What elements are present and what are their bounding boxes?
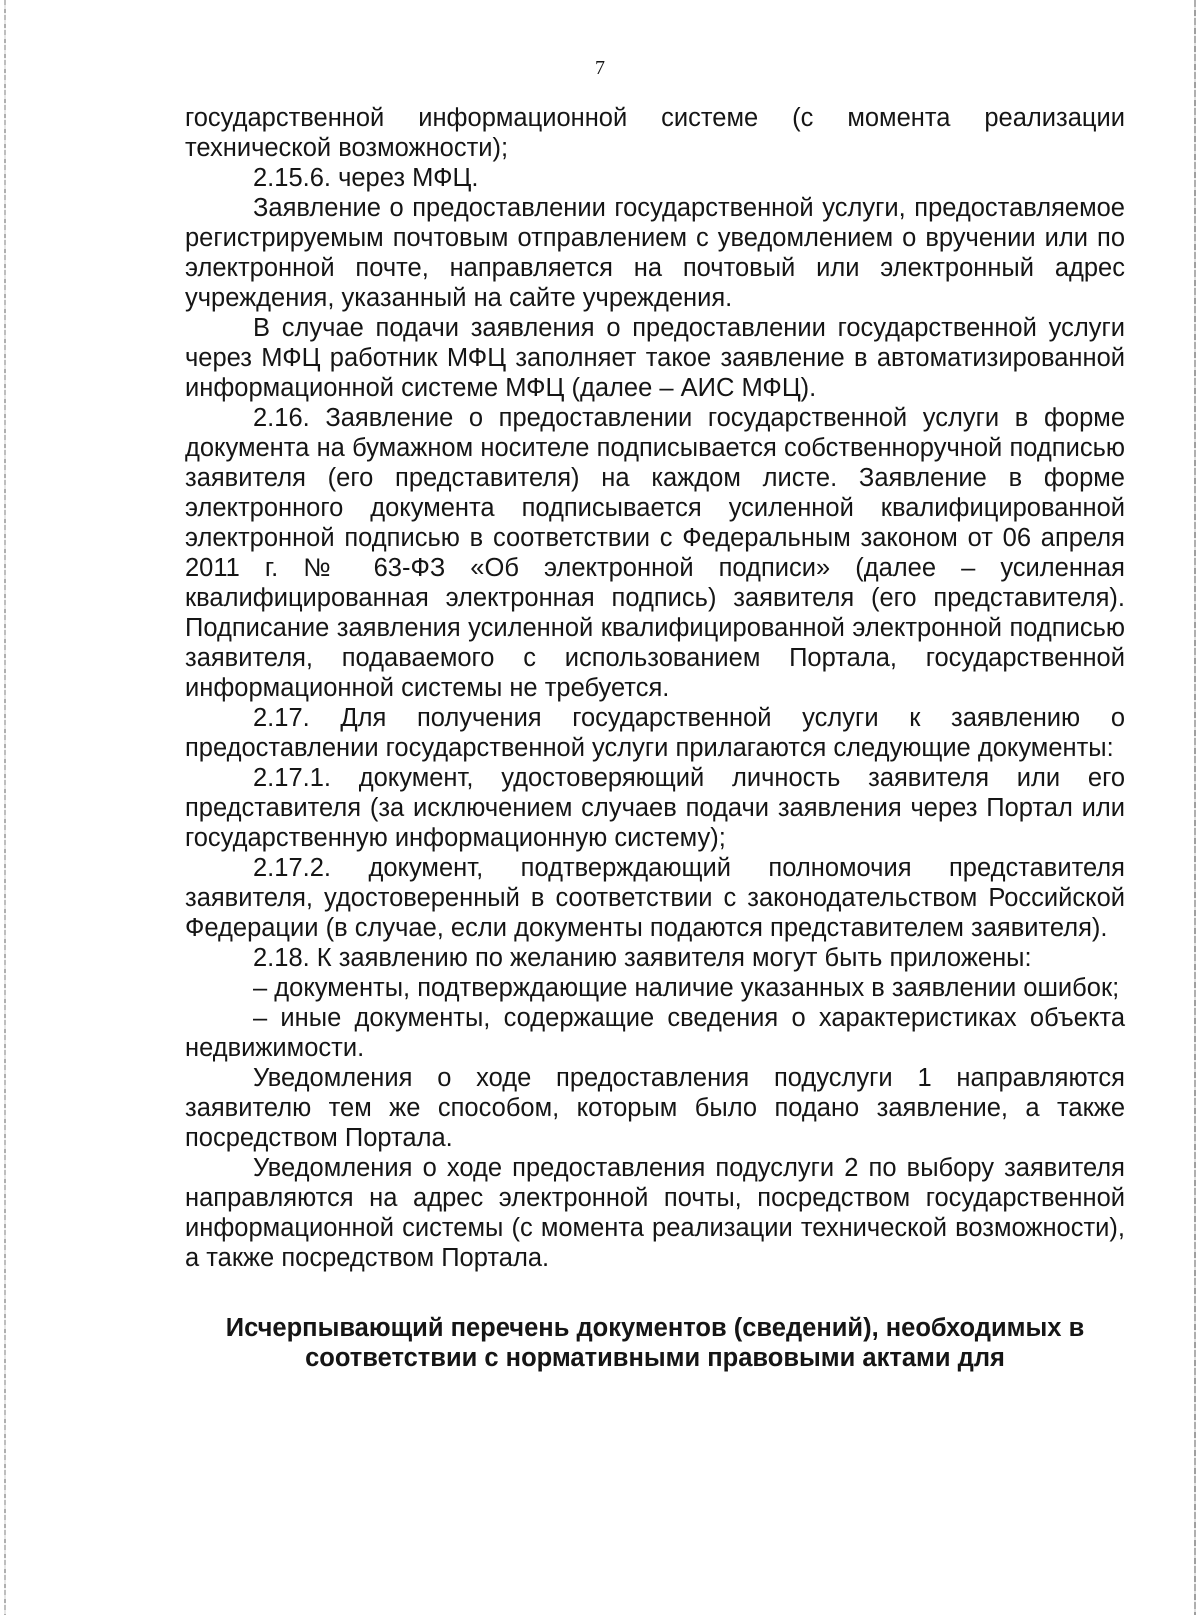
section-heading: Исчерпывающий перечень документов (сведений), необходимых в соответствии с нормативными правовыми актами для bbox=[225, 1314, 1085, 1372]
document-body bbox=[185, 103, 1125, 1373]
paragraph-continuation: государственной информационной системе (с момента реализации технической возможности); bbox=[185, 104, 1125, 162]
paragraph-2-18: 2.18. К заявлению по желанию заявителя могут быть приложены: bbox=[253, 944, 1032, 972]
paragraph-2-17-1: 2.17.1. документ, удостоверяющий личность заявителя или его представителя (за исключением случаев подачи заявления через Портал или государственную информационную систему); bbox=[185, 764, 1125, 852]
paragraph-2-17: 2.17. Для получения государственной услуги к заявлению о предоставлении государственной услуги прилагаются следующие документы: bbox=[185, 704, 1125, 762]
scan-edge-left bbox=[4, 0, 6, 1615]
list-item-errors: – документы, подтверждающие наличие указанных в заявлении ошибок; bbox=[253, 974, 1120, 1002]
paragraph-mail-submission: Заявление о предоставлении государственной услуги, предоставляемое регистрируемым почтовым отправлением с уведомлением о вручении или по электронной почте, направляется на почтовый или электронный адрес учреждения, указанный на сайте учреждения. bbox=[185, 194, 1125, 312]
list-item-other-documents: – иные документы, содержащие сведения о характеристиках объекта недвижимости. bbox=[185, 1004, 1125, 1062]
paragraph-notifications-1: Уведомления о ходе предоставления подуслуги 1 направляются заявителю тем же способом, которым было подано заявление, а также посредством Портала. bbox=[185, 1064, 1125, 1152]
paragraph-mfc-submission: В случае подачи заявления о предоставлении государственной услуги через МФЦ работник МФЦ заполняет такое заявление в автоматизированной информационной системе МФЦ (далее – АИС МФЦ). bbox=[185, 314, 1125, 402]
paragraph-2-15-6: 2.15.6. через МФЦ. bbox=[253, 164, 479, 192]
paragraph-notifications-2: Уведомления о ходе предоставления подуслуги 2 по выбору заявителя направляются на адрес электронной почты, посредством государственной информационной системы (с момента реализации технической возможности), а также посредством Портала. bbox=[185, 1154, 1125, 1272]
paragraph-2-16: 2.16. Заявление о предоставлении государственной услуги в форме документа на бумажном носителе подписывается собственноручной подписью заявителя (его представителя) на каждом листе. Заявление в форме электронного документа подписывается усиленной квалифицированной электронной подписью в соответствии с Федеральным законом от 06 апреля 2011 г. № 63-ФЗ «Об электронной подписи» (далее – усиленная квалифицированная электронная подпись) заявителя (его представителя). Подписание заявления усиленной квалифицированной электронной подписью заявителя, подаваемого с использованием Портала, государственной информационной системы не требуется. bbox=[185, 404, 1125, 702]
scan-edge-right bbox=[1194, 0, 1196, 1615]
page-number: 7 bbox=[595, 57, 605, 79]
paragraph-2-17-2: 2.17.2. документ, подтверждающий полномочия представителя заявителя, удостоверенный в соответствии с законодательством Российской Федерации (в случае, если документы подаются представителем заявителя). bbox=[185, 854, 1125, 942]
